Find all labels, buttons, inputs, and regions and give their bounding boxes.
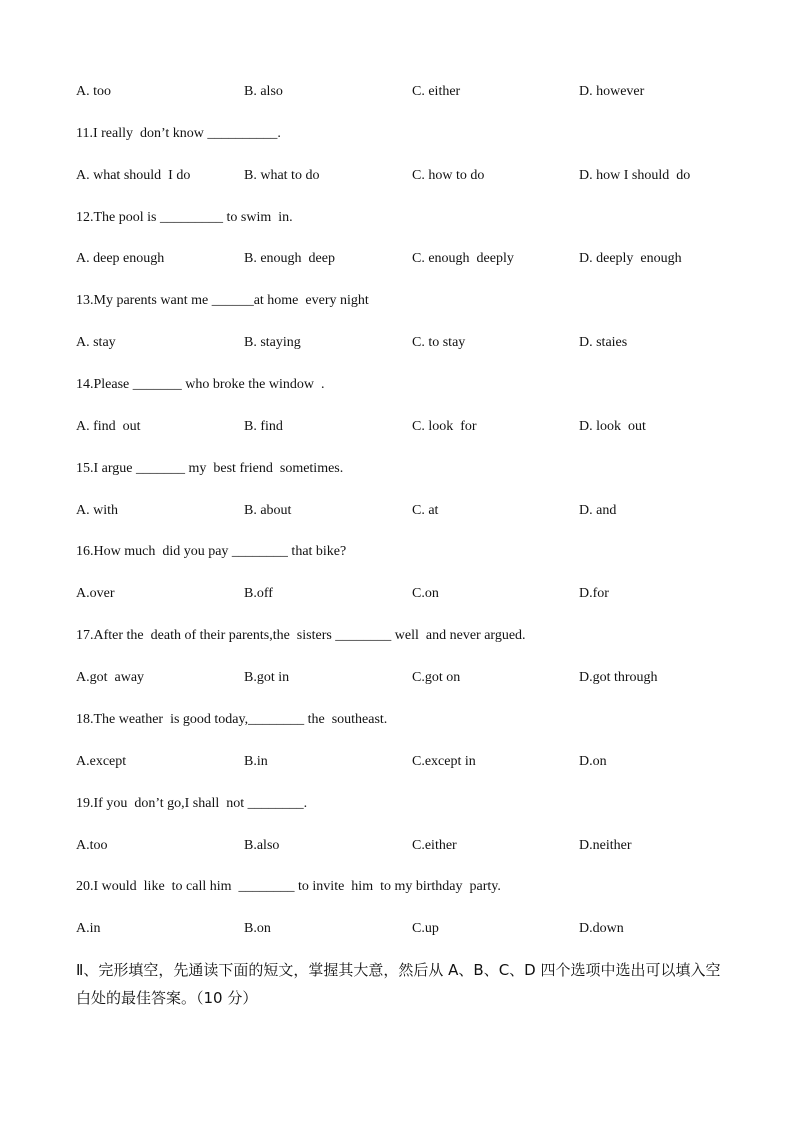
option-d: D.got through <box>579 670 658 685</box>
option-c: C.got on <box>412 670 461 685</box>
option-c: C. to stay <box>412 335 466 350</box>
option-d: D. how I should do <box>579 168 691 183</box>
option-b: B. also <box>244 84 283 99</box>
option-d: D.neither <box>579 838 632 853</box>
question-14: 14.Please _______ who broke the window . <box>76 377 325 392</box>
option-a: A. with <box>76 503 118 518</box>
option-b: B. enough deep <box>244 251 335 266</box>
option-c: C.up <box>412 921 439 936</box>
option-a: A.in <box>76 921 101 936</box>
option-c: C. either <box>412 84 461 99</box>
option-d: D. however <box>579 84 645 99</box>
option-a: A. what should I do <box>76 168 191 183</box>
option-c: C. at <box>412 503 439 518</box>
option-a: A. stay <box>76 335 116 350</box>
option-a: A. find out <box>76 419 141 434</box>
option-d: D. deeply enough <box>579 251 682 266</box>
option-c: C.either <box>412 838 457 853</box>
option-a: A.too <box>76 838 108 853</box>
option-b: B.on <box>244 921 271 936</box>
option-a: A.except <box>76 754 127 769</box>
option-b: B.off <box>244 586 273 601</box>
question-19: 19.If you don’t go,I shall not ________. <box>76 796 308 811</box>
question-15: 15.I argue _______ my best friend sometimes. <box>76 461 344 476</box>
section-heading-cloze: Ⅱ、完形填空，先通读下面的短文，掌握其大意，然后从 A、B、C、D 四个选项中选出可以填入空白处的最佳答案。（10 分） <box>76 961 721 1007</box>
option-a: A.over <box>76 586 115 601</box>
option-b: B.in <box>244 754 268 769</box>
option-b: B. about <box>244 503 292 518</box>
option-d: D.on <box>579 754 607 769</box>
option-a: A. too <box>76 84 111 99</box>
option-b: B. find <box>244 419 283 434</box>
option-b: B.also <box>244 838 280 853</box>
option-c: C.on <box>412 586 439 601</box>
option-d: D. and <box>579 503 617 518</box>
option-b: B. what to do <box>244 168 320 183</box>
option-a: A. deep enough <box>76 251 165 266</box>
question-17: 17.After the death of their parents,the sisters ________ well and never argued. <box>76 628 526 643</box>
question-13: 13.My parents want me ______at home every night <box>76 293 369 308</box>
option-a: A.got away <box>76 670 145 685</box>
option-d: D. look out <box>579 419 646 434</box>
question-16: 16.How much did you pay ________ that bike? <box>76 544 347 559</box>
option-c: C. enough deeply <box>412 251 514 266</box>
question-12: 12.The pool is _________ to swim in. <box>76 210 293 225</box>
option-b: B.got in <box>244 670 290 685</box>
question-20: 20.I would like to call him ________ to invite him to my birthday party. <box>76 879 501 894</box>
option-c: C.except in <box>412 754 476 769</box>
option-b: B. staying <box>244 335 301 350</box>
option-c: C. how to do <box>412 168 485 183</box>
option-d: D.for <box>579 586 609 601</box>
question-18: 18.The weather is good today,________ the southeast. <box>76 712 388 727</box>
option-d: D. staies <box>579 335 628 350</box>
question-11: 11.I really don’t know __________. <box>76 126 281 141</box>
option-c: C. look for <box>412 419 477 434</box>
option-d: D.down <box>579 921 624 936</box>
